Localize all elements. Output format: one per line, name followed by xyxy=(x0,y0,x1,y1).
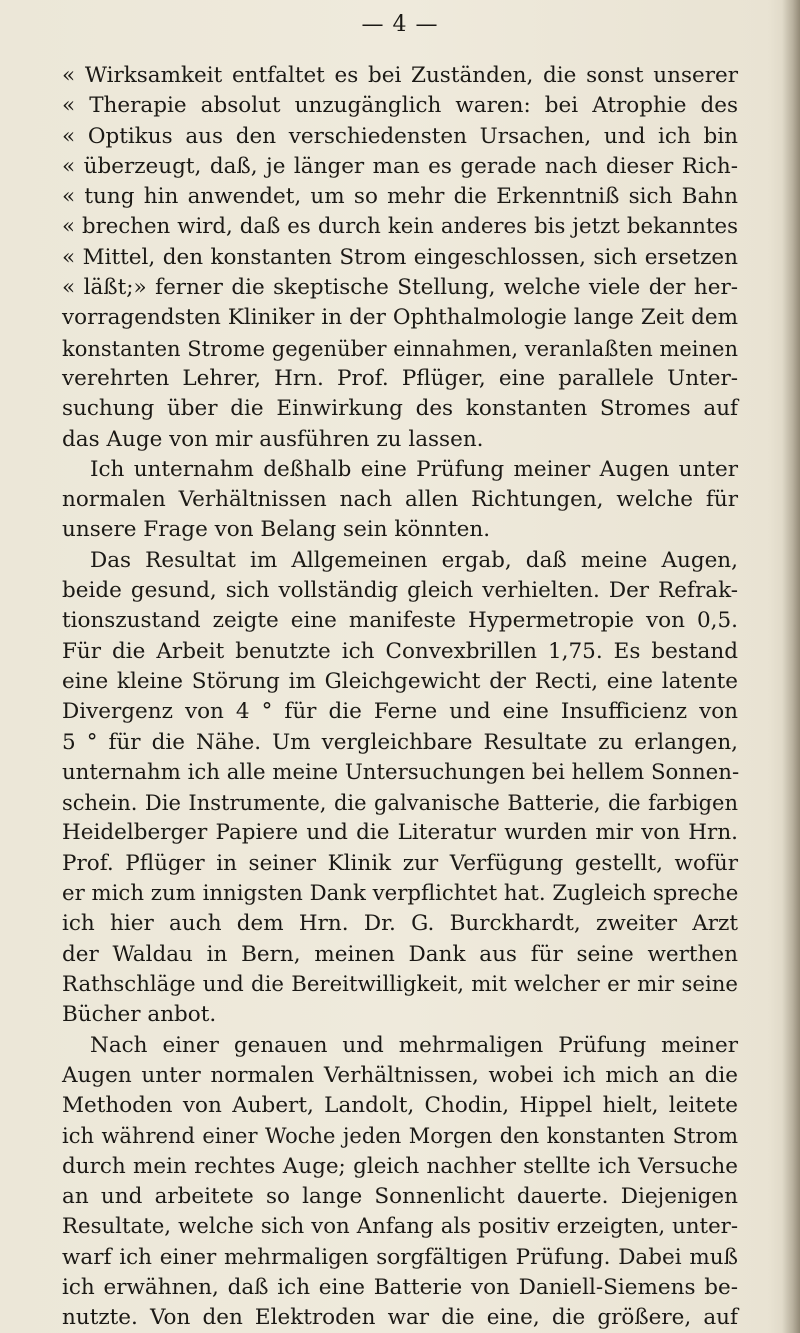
text-line: Das Resultat im Allgemeinen ergab, daß meine Augen, xyxy=(90,547,738,573)
text-line: normalen Verhältnissen nach allen Richtungen, welche für xyxy=(62,487,738,513)
text-line: warf ich einer mehrmaligen sorgfältigen Prüfung. Dabei muß xyxy=(62,1244,738,1270)
text-line: Rathschläge und die Bereitwilligkeit, mit welcher er mir seine xyxy=(62,971,738,997)
text-line: unternahm ich alle meine Untersuchungen bei hellem Sonnen- xyxy=(62,759,740,785)
text-line: « brechen wird, daß es durch kein anderes bis jetzt bekanntes xyxy=(62,214,738,240)
text-line: nutzte. Von den Elektroden war die eine, die größere, auf xyxy=(62,1305,738,1331)
text-line: Prof. Pflüger in seiner Klinik zur Verfügung gestellt, wofür xyxy=(62,850,738,876)
page-edge-shadow xyxy=(782,0,800,1333)
text-line: unsere Frage von Belang sein könnten. xyxy=(62,517,491,543)
text-line: beide gesund, sich vollständig gleich verhielten. Der Refrak- xyxy=(62,578,738,604)
text-line: 5 ° für die Nähe. Um vergleichbare Resultate zu erlangen, xyxy=(62,729,738,755)
text-line: Für die Arbeit benutzte ich Convexbrillen 1,75. Es bestand xyxy=(62,638,738,664)
text-line: er mich zum innigsten Dank verpflichtet hat. Zugleich spreche xyxy=(62,881,739,907)
text-line: an und arbeitete so lange Sonnenlicht dauerte. Diejenigen xyxy=(62,1183,738,1209)
text-line: das Auge von mir ausführen zu lassen. xyxy=(62,426,484,452)
text-line: Divergenz von 4 ° für die Ferne und eine Insufficienz von xyxy=(62,699,738,725)
text-line: konstanten Strome gegenüber einnahmen, veranlaßten meinen xyxy=(62,336,738,361)
text-line: Ich unternahm deßhalb eine Prüfung meiner Augen unter xyxy=(90,456,738,482)
body-text xyxy=(62,61,738,1333)
text-line: Resultate, welche sich von Anfang als positiv erzeigten, unter- xyxy=(62,1214,738,1240)
text-line: suchung über die Einwirkung des konstanten Stromes auf xyxy=(62,396,738,422)
text-line: ich hier auch dem Hrn. Dr. G. Burckhardt, zweiter Arzt xyxy=(62,911,738,937)
text-line: « tung hin anwendet, um so mehr die Erkenntniß sich Bahn xyxy=(62,184,738,210)
text-line: der Waldau in Bern, meinen Dank aus für seine werthen xyxy=(62,941,738,967)
text-line: vorragendsten Kliniker in der Ophthalmologie lange Zeit dem xyxy=(62,305,738,331)
text-line: durch mein rechtes Auge; gleich nachher stellte ich Versuche xyxy=(62,1153,738,1179)
text-line: Methoden von Aubert, Landolt, Chodin, Hippel hielt, leitete xyxy=(62,1093,738,1119)
text-line: « Optikus aus den verschiedensten Ursachen, und ich bin xyxy=(62,123,738,149)
text-line: Bücher anbot. xyxy=(62,1002,217,1028)
text-line: eine kleine Störung im Gleichgewicht der Recti, eine latente xyxy=(62,668,738,694)
text-line: « überzeugt, daß, je länger man es gerade nach dieser Rich- xyxy=(62,153,738,179)
text-line: ich während einer Woche jeden Morgen den konstanten Strom xyxy=(62,1124,738,1149)
text-line: « Therapie absolut unzugänglich waren: bei Atrophie des xyxy=(62,93,738,119)
text-line: « Mittel, den konstanten Strom eingeschlossen, sich ersetzen xyxy=(62,244,738,270)
text-line: verehrten Lehrer, Hrn. Prof. Pflüger, eine parallele Unter- xyxy=(62,365,738,391)
text-line: ich erwähnen, daß ich eine Batterie von Daniell-Siemens be- xyxy=(62,1274,738,1300)
text-line: schein. Die Instrumente, die galvanische Batterie, die farbigen xyxy=(62,791,738,816)
text-line: Augen unter normalen Verhältnissen, wobei ich mich an die xyxy=(62,1062,738,1088)
text-line: « läßt;» ferner die skeptische Stellung, welche viele der her- xyxy=(62,275,738,301)
text-line: tionszustand zeigte eine manifeste Hypermetropie von 0,5. xyxy=(62,608,738,634)
text-line: « Wirksamkeit entfaltet es bei Zuständen, die sonst unserer xyxy=(62,63,738,88)
text-line: Heidelberger Papiere und die Literatur wurden mir von Hrn. xyxy=(62,820,738,846)
page-number: — 4 — xyxy=(361,12,439,37)
text-line: Nach einer genauen und mehrmaligen Prüfung meiner xyxy=(90,1032,738,1058)
